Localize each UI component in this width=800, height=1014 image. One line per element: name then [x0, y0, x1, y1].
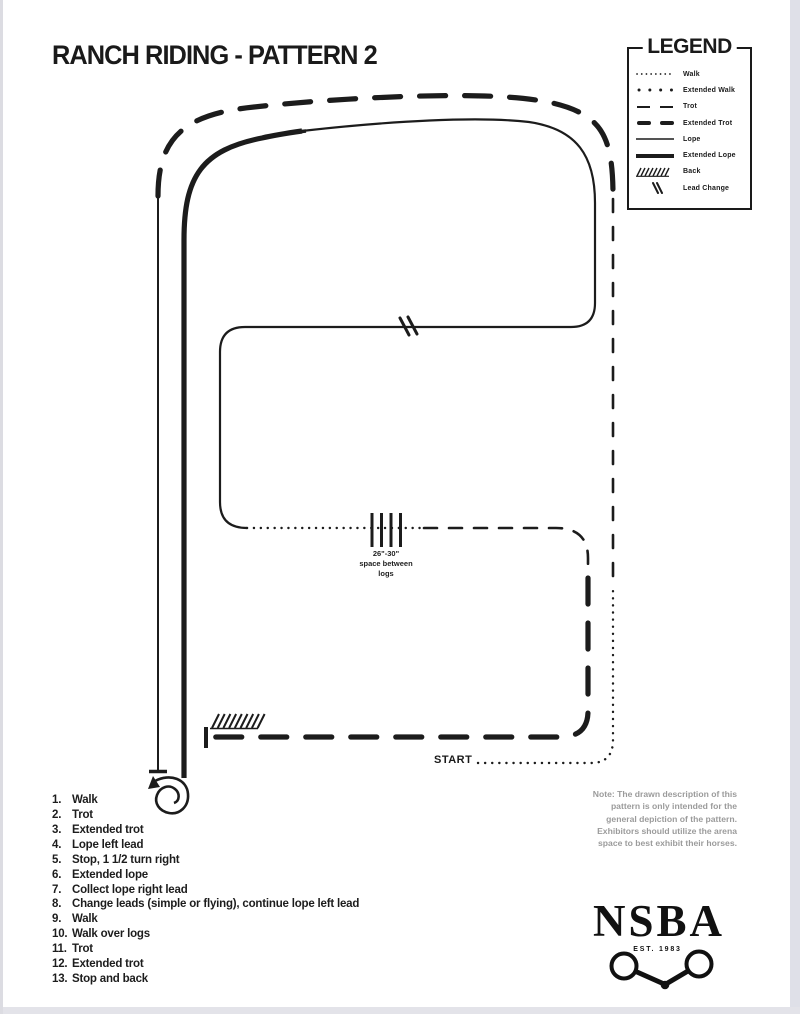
instruction-text: Trot	[72, 808, 93, 821]
instruction-item	[52, 883, 359, 898]
logs-poles	[372, 513, 401, 547]
lope-collect-path	[220, 119, 595, 528]
extended-trot-bottom-path	[209, 578, 588, 737]
logs-note-line: 26"-30"	[372, 549, 400, 558]
note-line: space to best exhibit their horses.	[598, 838, 737, 849]
instruction-item	[52, 957, 359, 972]
instruction-text: Walk	[72, 913, 98, 926]
horse-bit-icon	[575, 896, 740, 1008]
note-line: Note: The drawn description of this	[592, 789, 737, 799]
legend-label: Trot	[683, 103, 698, 111]
instruction-text: Extended trot	[72, 823, 144, 836]
instruction-number: 9.	[52, 913, 62, 926]
instruction-item	[52, 972, 359, 987]
legend-label: Lope	[683, 135, 701, 143]
instruction-text: Walk	[72, 794, 98, 806]
note-line: pattern is only intended for the	[610, 801, 737, 812]
instruction-number: 12.	[52, 958, 68, 971]
turn-arrowhead	[148, 776, 160, 789]
legend-label: Extended Lope	[683, 152, 736, 160]
instruction-text: Collect lope right lead	[72, 883, 188, 896]
lead-change-mark	[408, 317, 417, 334]
legend-label: Back	[683, 168, 701, 176]
instruction-number: 3.	[52, 823, 62, 836]
instruction-number: 1.	[52, 794, 62, 806]
nsba-logo	[575, 896, 740, 1008]
instruction-text: Walk over logs	[72, 928, 150, 941]
instruction-item	[52, 942, 359, 957]
page-edge-left	[0, 0, 3, 1014]
nsba-logo-text: NSBA	[592, 896, 726, 946]
logs-spacing-note	[346, 549, 426, 579]
instruction-number: 8.	[52, 898, 62, 911]
instruction-item	[52, 823, 359, 838]
instruction-item	[52, 897, 359, 912]
instruction-text: Lope left lead	[72, 838, 144, 851]
logs-note-line: logs	[378, 569, 394, 578]
instruction-item	[52, 853, 359, 868]
instruction-number: 4.	[52, 838, 62, 851]
instruction-text: Change leads (simple or flying), continue lope left lead	[72, 898, 360, 911]
legend-label: Extended Trot	[683, 119, 733, 127]
instruction-item	[52, 927, 359, 942]
instructions-list	[52, 793, 359, 987]
legend-label: Extended Walk	[683, 86, 736, 94]
instruction-text: Stop and back	[72, 973, 148, 986]
instruction-item	[52, 808, 359, 823]
extended-lope-path	[184, 131, 302, 778]
instruction-text: Extended lope	[72, 868, 148, 881]
legend-label: Lead Change	[683, 184, 730, 192]
instruction-number: 2.	[52, 808, 62, 821]
logs-note-line: space between	[359, 559, 413, 568]
legend-label: Walk	[683, 70, 700, 78]
page-title: RANCH RIDING - PATTERN 2	[52, 40, 377, 70]
instruction-item	[52, 868, 359, 883]
instruction-number: 10.	[52, 928, 68, 941]
instruction-number: 13.	[52, 973, 68, 986]
note-line: general depiction of the pattern.	[606, 813, 737, 824]
start-label: START	[434, 754, 473, 766]
page-edge-bottom	[0, 1007, 800, 1014]
instruction-number: 5.	[52, 853, 62, 866]
nsba-est-text: EST. 1983	[633, 946, 682, 953]
trot-mid-path	[424, 528, 588, 572]
instruction-text: Extended trot	[72, 958, 144, 971]
page-edge-right	[790, 0, 800, 1014]
instruction-text: Stop, 1 1/2 turn right	[72, 853, 180, 866]
instruction-number: 6.	[52, 868, 62, 881]
disclaimer-note	[593, 788, 737, 849]
instruction-number: 11.	[52, 943, 67, 956]
extended-trot-top-arc	[158, 96, 613, 196]
note-line: Exhibitors should utilize the arena	[597, 825, 737, 836]
back-hatch-marks	[212, 714, 265, 728]
instruction-text: Trot	[72, 943, 93, 956]
instruction-item	[52, 912, 359, 927]
instruction-number: 7.	[52, 883, 62, 896]
instruction-item	[52, 793, 359, 808]
legend-title: LEGEND	[642, 35, 737, 59]
instruction-item	[52, 838, 359, 853]
